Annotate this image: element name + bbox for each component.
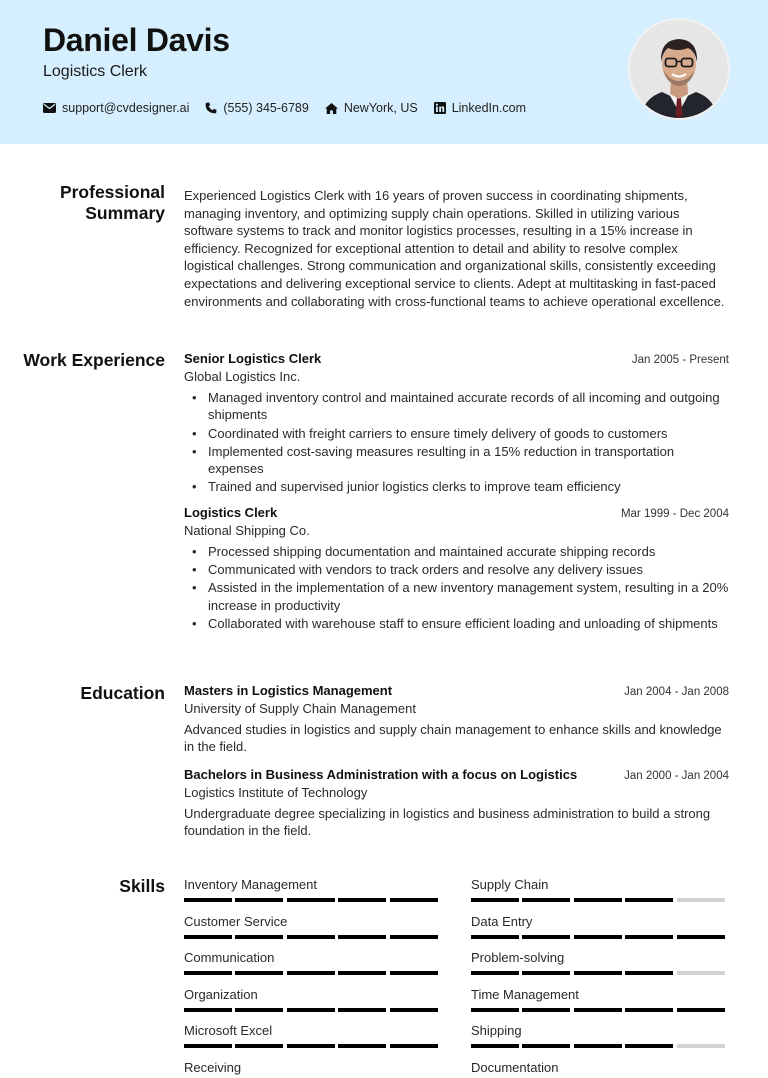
home-icon xyxy=(325,103,338,114)
entry-description: Advanced studies in logistics and supply chain management to enhance skills and knowledge in the field. xyxy=(184,722,722,755)
contact-linkedin-text: LinkedIn.com xyxy=(451,101,527,115)
bullet-item: • Coordinated with freight carriers to ensure timely delivery of goods to customers xyxy=(184,425,729,442)
skill-level-segment xyxy=(471,971,519,975)
skill-level-segment xyxy=(677,1044,725,1048)
entry-company: National Shipping Co. xyxy=(184,523,310,538)
skill-level-bar xyxy=(184,971,441,975)
experience-block-2 xyxy=(184,505,729,633)
skill-level-segment xyxy=(677,971,725,975)
summary-block xyxy=(184,187,729,310)
bullet-item: • Processed shipping documentation and maintained accurate shipping records xyxy=(184,543,729,560)
skill-level-segment xyxy=(287,1044,335,1048)
skill-name: Problem-solving xyxy=(471,950,565,966)
skill-level-segment xyxy=(338,971,386,975)
entry-school: University of Supply Chain Management xyxy=(184,701,416,716)
skill-level-segment xyxy=(390,1008,438,1012)
skill-level-segment xyxy=(184,898,232,902)
skill-level-segment xyxy=(677,935,725,939)
contact-email[interactable] xyxy=(43,101,189,115)
skill-item xyxy=(184,914,441,951)
skill-item xyxy=(471,987,728,1024)
skill-level-segment xyxy=(522,971,570,975)
skill-level-segment xyxy=(235,1044,283,1048)
skill-name: Customer Service xyxy=(184,913,288,929)
education-entry xyxy=(184,767,729,840)
section-title-experience: Work Experience xyxy=(23,350,165,370)
skill-level-segment xyxy=(625,1044,673,1048)
skill-level-segment xyxy=(574,1008,622,1012)
experience-entry xyxy=(184,505,729,632)
skill-level-segment xyxy=(184,935,232,939)
skill-item xyxy=(184,1023,441,1060)
contact-phone[interactable] xyxy=(205,101,308,115)
skill-name: Supply Chain xyxy=(471,877,549,892)
skill-level-bar xyxy=(184,935,441,939)
bullet-item: • Communicated with vendors to track orders and resolve any delivery issues xyxy=(184,561,729,578)
summary-text: Experienced Logistics Clerk with 16 years of proven success in coordinating shipments, managing inventory, and optimizing supply chain operations. Skilled in utilizing various software systems to track and monitor logistics processes, resulting in a 15% increase in efficiency. Recognized for exceptional attention to detail and ability to resolve complex logistical challenges. Strong communication and organizational skills, consistently exceeding expectations and delivering exceptional service to clients. Adept at multitasking in fast-paced environments and collaborating with cross-functional teams to achieve operational excellence. xyxy=(184,188,725,309)
skill-level-segment xyxy=(184,1044,232,1048)
skill-level-segment xyxy=(235,971,283,975)
skill-item xyxy=(184,987,441,1024)
entry-date: Jan 2004 - Jan 2008 xyxy=(624,686,729,698)
entry-date: Jan 2000 - Jan 2004 xyxy=(624,770,729,782)
skill-level-segment xyxy=(522,935,570,939)
skill-level-segment xyxy=(522,1044,570,1048)
bullet-item: • Implemented cost-saving measures resulting in a 15% reduction in transportation expenses xyxy=(184,443,729,478)
skill-level-segment xyxy=(287,971,335,975)
experience-block xyxy=(184,351,729,497)
bullet-list xyxy=(184,543,729,632)
skill-level-bar xyxy=(471,1044,728,1048)
skill-level-segment xyxy=(471,1044,519,1048)
skill-level-segment xyxy=(625,898,673,902)
phone-icon xyxy=(205,102,217,114)
contact-phone-text: (555) 345-6789 xyxy=(223,101,309,115)
skill-level-segment xyxy=(625,935,673,939)
bullet-item: • Assisted in the implementation of a new inventory management system, resulting in a 20% increase in productivity xyxy=(184,579,729,614)
entry-company: Global Logistics Inc. xyxy=(184,369,301,384)
bullet-item: • Collaborated with warehouse staff to ensure efficient loading and unloading of shipments xyxy=(184,615,729,632)
entry-degree: Bachelors in Business Administration with a focus on Logistics xyxy=(184,767,578,782)
skill-level-bar xyxy=(184,1008,441,1012)
entry-role: Logistics Clerk xyxy=(184,505,278,520)
skill-level-segment xyxy=(625,1008,673,1012)
skill-level-segment xyxy=(235,935,283,939)
candidate-title: Logistics Clerk xyxy=(43,63,148,80)
skills-grid xyxy=(184,877,729,1078)
skill-name: Microsoft Excel xyxy=(184,1023,273,1039)
skill-level-segment xyxy=(574,1044,622,1048)
skill-name: Receiving xyxy=(184,1059,242,1075)
skill-level-segment xyxy=(625,971,673,975)
skill-level-segment xyxy=(522,1008,570,1012)
skill-item xyxy=(471,1023,728,1060)
skill-level-bar xyxy=(471,971,728,975)
skill-item xyxy=(184,877,441,914)
skill-level-segment xyxy=(471,935,519,939)
contact-bar xyxy=(43,101,542,115)
contact-email-text: support@cvdesigner.ai xyxy=(62,101,190,115)
skill-level-segment xyxy=(574,971,622,975)
skill-name: Data Entry xyxy=(471,913,533,929)
section-title-education: Education xyxy=(80,683,165,703)
skill-level-segment xyxy=(574,935,622,939)
skill-level-segment xyxy=(390,1044,438,1048)
skill-level-bar xyxy=(471,935,728,939)
skill-level-segment xyxy=(287,935,335,939)
skill-name: Time Management xyxy=(471,986,579,1002)
linkedin-icon xyxy=(434,102,446,114)
skill-level-segment xyxy=(390,898,438,902)
skill-level-segment xyxy=(522,898,570,902)
bullet-list xyxy=(184,389,729,496)
skill-level-segment xyxy=(677,898,725,902)
skill-level-segment xyxy=(471,898,519,902)
contact-location xyxy=(325,101,418,115)
skill-level-segment xyxy=(287,898,335,902)
entry-degree: Masters in Logistics Management xyxy=(184,683,393,698)
entry-role: Senior Logistics Clerk xyxy=(184,351,322,366)
envelope-icon xyxy=(43,103,56,113)
bullet-item: • Trained and supervised junior logistics clerks to improve team efficiency xyxy=(184,478,729,495)
skill-level-bar xyxy=(184,1044,441,1048)
experience-entry xyxy=(184,351,729,496)
contact-location-text: NewYork, US xyxy=(343,101,418,115)
skill-level-segment xyxy=(235,898,283,902)
entry-description: Undergraduate degree specializing in logistics and business administration to build a strong foundation in the field. xyxy=(184,806,711,839)
section-title-summary: Professional Summary xyxy=(59,182,165,223)
skill-level-segment xyxy=(390,935,438,939)
skill-level-segment xyxy=(184,971,232,975)
section-title-skills: Skills xyxy=(119,876,165,896)
skill-item xyxy=(471,950,728,987)
contact-linkedin[interactable] xyxy=(434,101,526,115)
bullet-item: • Managed inventory control and maintained accurate records of all incoming and outgoing shipments xyxy=(184,389,729,424)
skill-level-segment xyxy=(287,1008,335,1012)
skill-level-segment xyxy=(471,1008,519,1012)
skill-level-segment xyxy=(338,935,386,939)
profile-photo xyxy=(628,18,730,120)
skill-name: Documentation xyxy=(471,1059,559,1075)
skill-level-segment xyxy=(574,898,622,902)
skill-name: Shipping xyxy=(471,1023,522,1039)
skill-level-bar xyxy=(184,898,441,902)
skill-level-segment xyxy=(184,1008,232,1012)
skill-level-bar xyxy=(471,1008,728,1012)
skill-item xyxy=(184,950,441,987)
skill-item xyxy=(471,914,728,951)
skill-item xyxy=(471,877,728,914)
skill-level-segment xyxy=(677,1008,725,1012)
resume-header xyxy=(0,0,768,144)
skill-name: Communication xyxy=(184,950,275,966)
candidate-name: Daniel Davis xyxy=(43,22,230,58)
entry-date: Mar 1999 - Dec 2004 xyxy=(620,508,729,520)
education-entry xyxy=(184,683,729,756)
skill-level-segment xyxy=(338,898,386,902)
skill-level-segment xyxy=(390,971,438,975)
skill-item xyxy=(471,1060,728,1078)
skill-name: Inventory Management xyxy=(184,877,317,892)
skill-level-segment xyxy=(338,1044,386,1048)
entry-school: Logistics Institute of Technology xyxy=(184,785,368,800)
skill-level-segment xyxy=(235,1008,283,1012)
skill-level-bar xyxy=(471,898,728,902)
skill-name: Organization xyxy=(184,986,258,1002)
entry-date: Jan 2005 - Present xyxy=(631,354,729,366)
skill-level-segment xyxy=(338,1008,386,1012)
skill-item xyxy=(184,1060,441,1078)
